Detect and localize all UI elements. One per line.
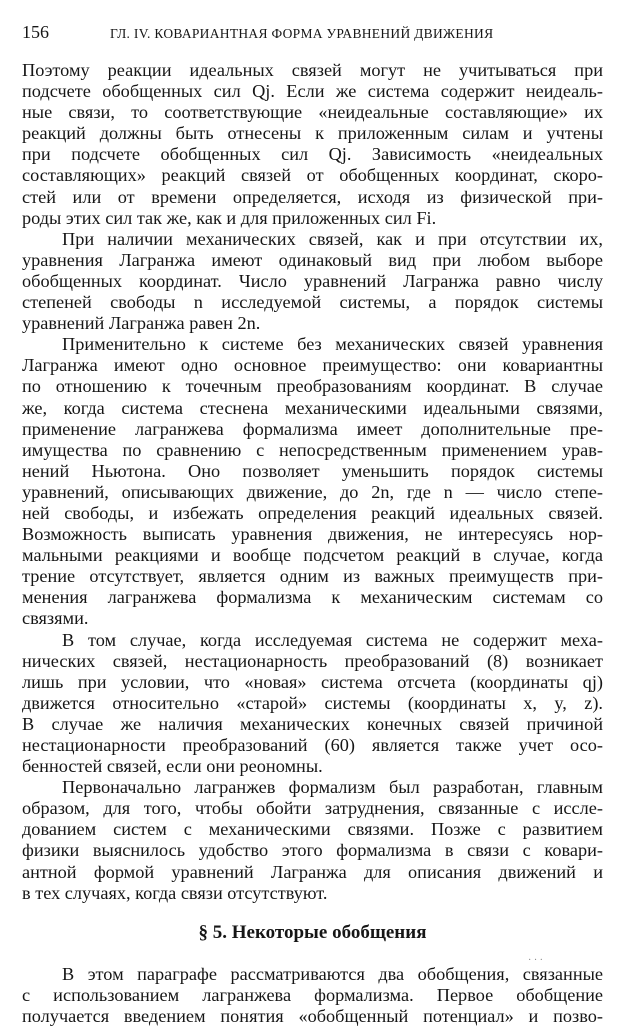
- text-line: дованием систем с механическими связями. Позже с развитием: [22, 819, 603, 840]
- text-line: обобщенных координат. Число уравнений Лагранжа равно числу: [22, 270, 603, 291]
- running-title: ГЛ. IV. КОВАРИАНТНАЯ ФОРМА УРАВНЕНИЙ ДВИЖЕНИЯ: [110, 26, 494, 41]
- text-line: В том случае, когда исследуемая система не содержит меха-: [62, 629, 603, 650]
- text-line: при подсчете обобщенных сил Qj. Зависимость «неидеальных: [22, 144, 603, 165]
- page-body: [22, 60, 603, 1027]
- paragraph: [22, 334, 603, 629]
- text-line: Лагранжа имеют одно основное преимущество: они ковариантны: [22, 355, 603, 376]
- text-line: по отношению к точечным преобразованиям координат. В случае: [22, 376, 603, 397]
- text-line: физики выяснилось удобство этого формализма в связи с ковари-: [22, 840, 603, 861]
- text-line: же, когда система стеснена механическими идеальными связями,: [22, 397, 603, 418]
- text-line: уравнений, описывающих движение, до 2n, где n — число степе-: [22, 481, 603, 502]
- text-line: в тех случаях, когда связи отсутствуют.: [22, 882, 328, 903]
- text-line: образом, для того, чтобы обойти затруднения, связанные с иссле-: [22, 798, 603, 819]
- text-line: движется относительно «старой» системы (координаты x, y, z).: [22, 692, 603, 713]
- section-heading: § 5. Некоторые обобщения: [198, 921, 427, 943]
- text-line: роды этих сил так же, как и для приложенных сил Fi.: [22, 207, 437, 228]
- text-line: нических связей, нестационарность преобразований (8) возникает: [22, 650, 603, 671]
- text-line: Поэтому реакции идеальных связей могут не учитываться при: [22, 60, 603, 80]
- text-line: В этом параграфе рассматриваются два обобщения, связанные: [62, 963, 603, 984]
- paragraph: [22, 229, 603, 334]
- text-line: стей или от времени определяется, исходя из физической при-: [22, 186, 603, 207]
- page-number: 156: [22, 22, 49, 42]
- text-line: ней свободы, и избежать определения реакций идеальных связей.: [22, 502, 603, 523]
- text-line: При наличии механических связей, как и при отсутствии их,: [62, 228, 603, 249]
- text-line: степеней свободы n исследуемой системы, а порядок системы: [22, 292, 603, 313]
- text-line: менения лагранжева формализма к механическим системам со: [22, 587, 603, 608]
- text-line: антной формой уравнений Лагранжа для описания движений и: [22, 861, 603, 882]
- text-line: получается введением понятия «обобщенный потенциал» и позво-: [22, 1005, 603, 1026]
- paragraph: [22, 777, 603, 904]
- text-line: Возможность выписать уравнения движения, не интересуясь нор-: [22, 524, 603, 545]
- text-line: уравнения Лагранжа имеют одинаковый вид при любом выборе: [22, 249, 603, 270]
- text-line: мальными реакциями и вообще подсчетом реакций в случае, когда: [22, 545, 603, 566]
- text-line: реакций должны быть отнесены к приложенным силам и учтены: [22, 123, 603, 144]
- text-line: нений Ньютона. Оно позволяет уменьшить порядок системы: [22, 460, 603, 481]
- text-line: имущества по сравнению с непосредственным применением урав-: [22, 439, 603, 460]
- text-line: применение лагранжева формализма имеет дополнительные пре-: [22, 418, 603, 439]
- paragraph: [22, 60, 603, 229]
- print-mark: · · ·: [528, 955, 543, 966]
- page-header: [22, 22, 516, 44]
- text-line: с использованием лагранжева формализма. Первое обобщение: [22, 984, 603, 1005]
- text-line: уравнений Лагранжа равен 2n.: [22, 313, 261, 334]
- text-line: ные связи, то соответствующие «неидеальные составляющие» их: [22, 102, 603, 123]
- text-line: связями.: [22, 608, 89, 629]
- text-line: В случае же наличия механических конечных связей причиной: [22, 713, 603, 734]
- text-line: лишь при условии, что «новая» система отсчета (координаты qj): [22, 671, 603, 692]
- paragraph: [22, 630, 603, 778]
- paragraph: [22, 964, 603, 1027]
- text-line: подсчете обобщенных сил Qj. Если же система содержит неидеаль-: [22, 81, 603, 102]
- text-line: трение отсутствует, является одним из важных преимуществ при-: [22, 566, 603, 587]
- text-line: составляющих» реакций связей от обобщенных координат, скоро-: [22, 165, 603, 186]
- text-line: бенностей связей, если они реономны.: [22, 756, 323, 777]
- text-line: Первоначально лагранжев формализм был разработан, главным: [62, 777, 603, 798]
- text-line: Применительно к системе без механических связей уравнения: [62, 334, 603, 355]
- text-line: нестационарности преобразований (60) является также учет осо-: [22, 735, 603, 755]
